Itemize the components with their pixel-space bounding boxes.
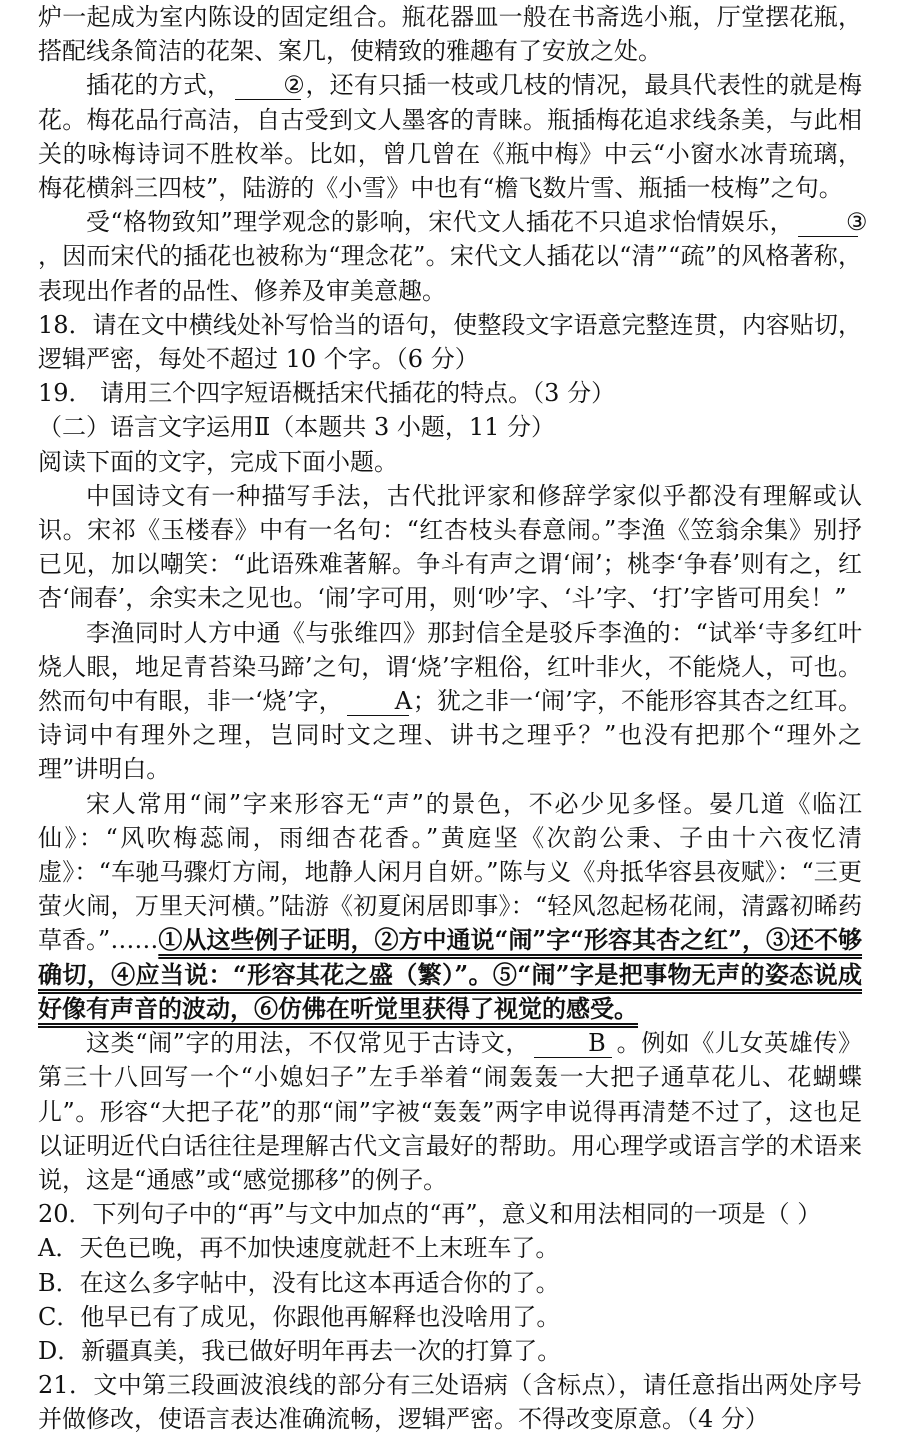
option-a: A．天色已晚，再不加快速度就赶不上末班车了。: [38, 1234, 560, 1263]
wavy-underlined-sentences: ①从这些例子证明，②方中通说“闹”字“形容其杏之红”，③还不够确切，④应当说：“形容其花之盛（繁）”。⑤“闹”字是把事物无声的姿态说成好像有声音的波动，⑥仿佛在听觉里获得了视觉的感受。: [38, 925, 863, 1023]
option-d: D．新疆真美，我已做好明年再去一次的打算了。: [38, 1336, 562, 1365]
question-20: 20．下列句子中的“再”与文中加点的“再”，意义和用法相同的一项是（ ）: [38, 1200, 822, 1229]
blank-b: B: [534, 1029, 612, 1058]
option-b: B．在这么多字帖中，没有比这本再适合你的了。: [38, 1268, 560, 1297]
question-18: 18．请在文中横线处补写恰当的语句，使整段文字语意完整连贯，内容贴切，逻辑严密，每处不超过 10 个字。（6 分）: [38, 310, 862, 374]
blank-3: ③: [798, 208, 858, 237]
paragraph-text: 这类“闹”字的用法，不仅常见于古诗文，: [86, 1029, 530, 1058]
paragraph-text: 受“格物致知”理学观念的影响，宋代文人插花不只追求怡情娱乐，: [86, 208, 794, 237]
paragraph-text: 宋人常用“闹”字来形容无“声”的景色，不必少见多怪。晏几道《临江仙》：“风吹梅蕊闹，雨细杏花香。”黄庭坚《次韵公秉、子由十六夜忆清虚》：“车驰马骤灯方闹，地静人闲月自妍。”陈与义《舟抵华容县夜赋》：“三更萤火闹，万里天河横。”陆游《初夏闲居即事》：“轻风忽起杨花闹，清露初晞药草香。”……: [38, 789, 862, 955]
paragraph-text: ，还有只插一枝或几枝的情况，最具代表性的就是梅花。梅花品行高洁，自古受到文人墨客的青睐。瓶插梅花追求线条美，与此相关的咏梅诗词不胜枚举。比如，曾几曾在《瓶中梅》中云“小窗水冰青琉璃，梅花横斜三四枝”，陆游的《小雪》中也有“檐飞数片雪、瓶插一枝梅”之句。: [38, 71, 863, 203]
paragraph-text: 李渔同时人方中通《与张维四》那封信全是驳斥李渔的：“试举‘寺多红叶烧人眼，地足青苔染马蹄’之句，谓‘烧’字粗俗，红叶非火，不能烧人，可也。然而句中有眼，非一‘烧’字，: [38, 618, 862, 716]
question-19: 19． 请用三个四字短语概括宋代插花的特点。（3 分）: [38, 379, 616, 408]
paragraph-song-examples: [38, 787, 862, 1026]
section-heading: （二）语言文字运用Ⅱ（本题共 3 小题，11 分）: [38, 413, 556, 442]
paragraph-synesthesia: [38, 1026, 862, 1197]
passage1: [38, 0, 868, 308]
paragraph-text: ，因而宋代的插花也被称为“理念花”。宋代文人插花以“清”“疏”的风格著称，表现出作者的品性、修养及审美意趣。: [38, 242, 862, 305]
paragraph-text: ；犹之非一‘闹’字，不能形容其杏之红耳。诗词中有理外之理，岂同时文之理、讲书之理乎？”也没有把那个“理外之理”讲明白。: [38, 687, 862, 784]
option-c: C．他早已有了成见，你跟他再解释也没啥用了。: [38, 1302, 561, 1331]
paragraph-song-dynasty-flower: [38, 205, 868, 308]
paragraph-nao-intro: 中国诗文有一种描写手法，古代批评家和修辞学家似乎都没有理解或认识。宋祁《玉楼春》中有一名句：“红杏枝头春意闹。”李渔《笠翁余集》别抒已见，加以嘲笑：“此语殊难著解。争斗有声之谓‘闹’；桃李‘争春’则有之，红杏‘闹春’，余实未之见也。‘闹’字可用，则‘吵’字、‘斗’字、‘打’字皆可用矣！”: [38, 481, 862, 613]
paragraph-flower-arranging-methods: [38, 68, 862, 205]
blank-2: ②: [235, 71, 301, 100]
paragraph-fang-zhongtong: [38, 616, 862, 787]
paragraph-text: 插花的方式，: [86, 71, 232, 100]
section-instruction: 阅读下面的文字，完成下面小题。: [38, 447, 398, 476]
passage2: [38, 479, 862, 1197]
paragraph-text: 。例如《儿女英雄传》第三十八回写一个“小媳妇子”左手举着“闹轰轰一大把子通草花儿、花蝴蝶儿”。形容“大把子花”的那“闹”字被“轰轰”两字申说得再清楚不过了，这也足以证明近代白话往往是理解古代文言最好的帮助。用心理学或语言学的术语来说，这是“通感”或“感觉挪移”的例子。: [38, 1029, 863, 1194]
question-21: 21．文中第三段画波浪线的部分有三处语病（含标点），请任意指出两处序号并做修改，使语言表达准确流畅，逻辑严密。不得改变原意。（4 分）: [38, 1371, 862, 1434]
text-line: 炉一起成为室内陈设的固定组合。瓶花器皿一般在书斋选小瓶，厅堂摆花瓶，: [38, 3, 862, 31]
blank-a: A: [347, 687, 409, 716]
text-line: 搭配线条简洁的花架、案几，使精致的雅趣有了安放之处。: [38, 37, 662, 66]
